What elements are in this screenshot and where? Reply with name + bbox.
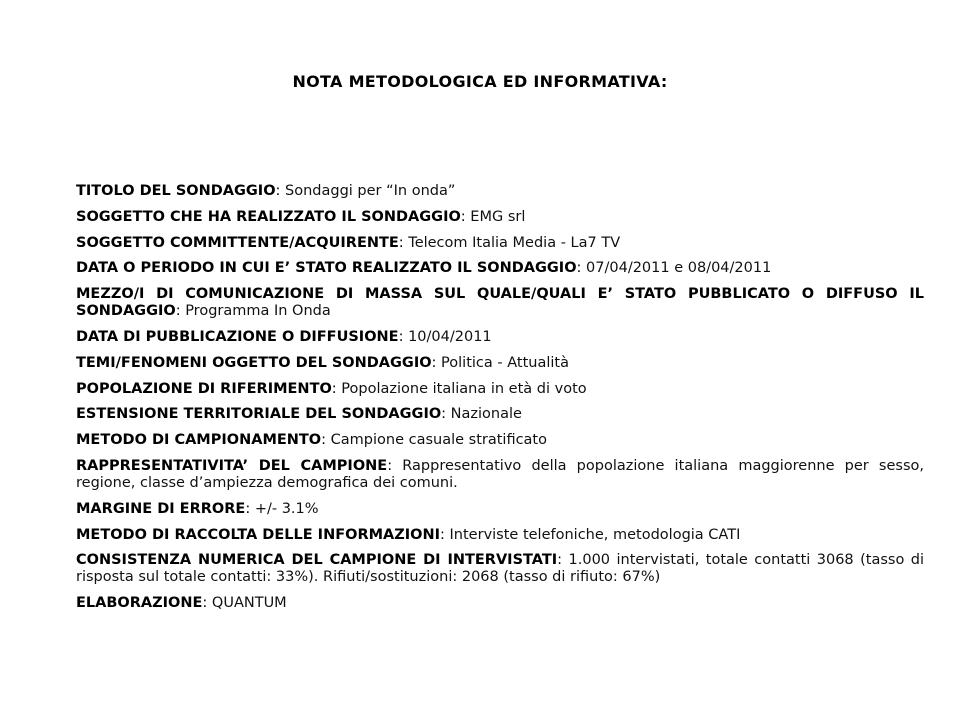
field-value: Nazionale [450,406,522,423]
field-value: 07/04/2011 e 08/04/2011 [586,260,772,277]
field-value: EMG srl [470,208,526,225]
field-rappresentativita: RAPPRESENTATIVITA’ DEL CAMPIONE: Rappresentativo della popolazione italiana maggiorenne per sesso, regione, classe d’ampiezza demografica dei comuni. [76,457,924,491]
field-label: DATA O PERIODO IN CUI E’ STATO REALIZZATO IL SONDAGGIO [76,260,577,277]
field-value: Programma In Onda [185,303,331,320]
field-label: SOGGETTO COMMITTENTE/ACQUIRENTE [76,234,399,251]
field-value: Politica - Attualità [441,354,569,371]
field-value: Sondaggi per “In onda” [285,183,456,199]
field-data-pubblicazione: DATA DI PUBBLICAZIONE O DIFFUSIONE: 10/04/2011 [76,328,492,345]
field-margine-errore: MARGINE DI ERRORE: +/- 3.1% [76,500,319,517]
field-value: Telecom Italia Media - La7 TV [408,234,621,251]
field-value: 1.000 intervistati, totale contatti 3068 (tasso di risposta sul totale contatti: 33%). Rifiuti/sostituzioni: 2068 (tasso di rifiuto: 67%) [76,552,925,586]
field-value: 10/04/2011 [408,328,492,345]
field-label: RAPPRESENTATIVITA’ DEL CAMPIONE [76,457,388,474]
field-label: POPOLAZIONE DI RIFERIMENTO [76,380,332,397]
field-estensione: ESTENSIONE TERRITORIALE DEL SONDAGGIO: Nazionale [76,406,522,423]
field-popolazione: POPOLAZIONE DI RIFERIMENTO: Popolazione italiana in età di voto [76,380,587,397]
document-heading: NOTA METODOLOGICA ED INFORMATIVA: [292,72,668,91]
field-consistenza: CONSISTENZA NUMERICA DEL CAMPIONE DI INTERVISTATI: 1.000 intervistati, totale contatti 3068 (tasso di risposta sul totale contatti: 33%). Rifiuti/sostituzioni: 2068 (tasso di rifiuto: 67%) [76,552,925,586]
field-value: Rappresentativo della popolazione italiana maggiorenne per sesso, regione, classe d’ampiezza demografica dei comuni. [76,457,924,491]
field-soggetto-realizzatore: SOGGETTO CHE HA REALIZZATO IL SONDAGGIO: EMG srl [76,208,526,225]
field-mezzo-comunicazione: MEZZO/I DI COMUNICAZIONE DI MASSA SUL QUALE/QUALI E’ STATO PUBBLICATO O DIFFUSO IL SONDAGGIO: Programma In Onda [76,286,924,320]
field-data-realizzazione: DATA O PERIODO IN CUI E’ STATO REALIZZATO IL SONDAGGIO: 07/04/2011 e 08/04/2011 [76,260,772,277]
field-label: CONSISTENZA NUMERICA DEL CAMPIONE DI INTERVISTATI [76,552,558,569]
field-value: Campione casuale stratificato [330,432,547,449]
field-campionamento: METODO DI CAMPIONAMENTO: Campione casuale stratificato [76,432,547,449]
field-metodo-raccolta: METODO DI RACCOLTA DELLE INFORMAZIONI: Interviste telefoniche, metodologia CATI [76,526,741,543]
field-label: SOGGETTO CHE HA REALIZZATO IL SONDAGGIO [76,208,461,225]
field-label: METODO DI RACCOLTA DELLE INFORMAZIONI [76,526,441,543]
field-label: TITOLO DEL SONDAGGIO [76,183,276,199]
field-value: Interviste telefoniche, metodologia CATI [449,526,741,543]
field-label: MARGINE DI ERRORE [76,500,246,517]
field-elaborazione: ELABORAZIONE: QUANTUM [76,595,287,612]
field-value: QUANTUM [211,595,287,612]
field-label: ELABORAZIONE [76,595,203,612]
field-committente: SOGGETTO COMMITTENTE/ACQUIRENTE: Telecom Italia Media - La7 TV [76,234,621,251]
field-label: TEMI/FENOMENI OGGETTO DEL SONDAGGIO [76,354,432,371]
field-value: Popolazione italiana in età di voto [341,380,587,397]
field-label: MEZZO/I DI COMUNICAZIONE DI MASSA SUL QUALE/QUALI E’ STATO PUBBLICATO O DIFFUSO IL SONDAGGIO [76,286,924,320]
field-titolo: TITOLO DEL SONDAGGIO: Sondaggi per “In onda” [76,183,456,199]
methodology-fields [76,183,924,621]
field-temi: TEMI/FENOMENI OGGETTO DEL SONDAGGIO: Politica - Attualità [76,354,569,371]
field-value: +/- 3.1% [254,500,319,517]
field-label: ESTENSIONE TERRITORIALE DEL SONDAGGIO [76,406,442,423]
field-label: DATA DI PUBBLICAZIONE O DIFFUSIONE [76,328,399,345]
field-label: METODO DI CAMPIONAMENTO [76,432,322,449]
